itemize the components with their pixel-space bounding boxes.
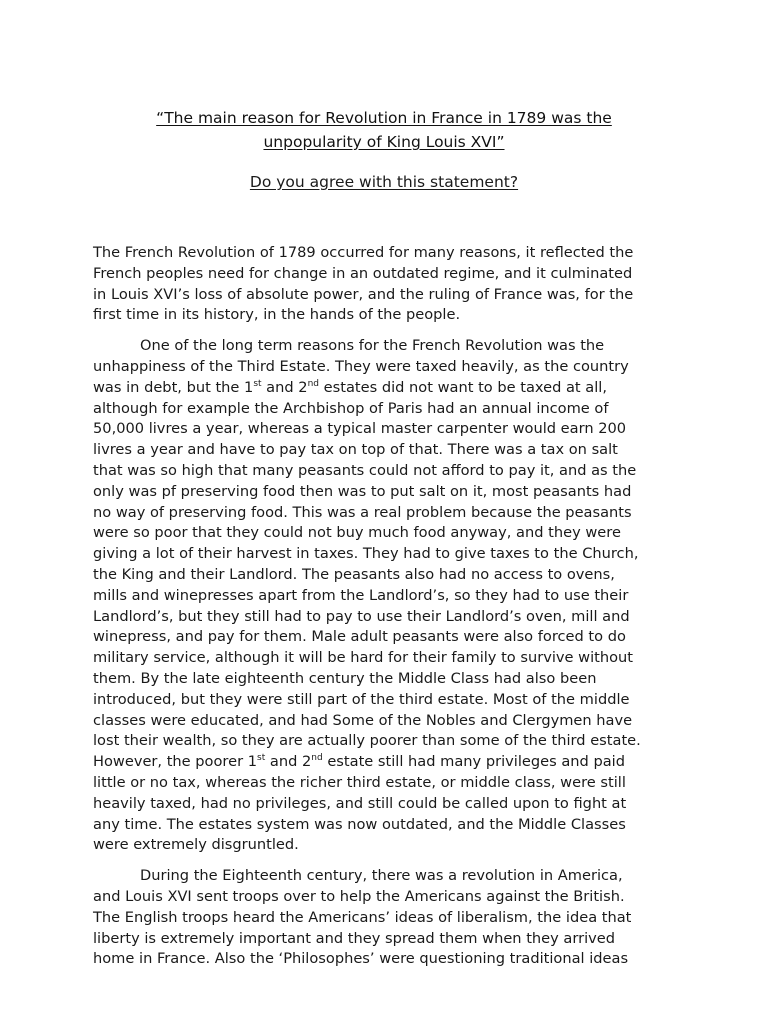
text-line: One of the long term reasons for the French Revolution was the — [140, 337, 605, 355]
text-line: military service, although it will be hard for their family to survive without — [93, 649, 634, 667]
text-line: giving a lot of their harvest in taxes. They had to give taxes to the Church, — [93, 545, 639, 563]
ordinal-suffix: st — [253, 378, 262, 389]
text-line: The English troops heard the Americans’ ideas of liberalism, the idea that — [93, 908, 632, 926]
paragraph-america — [93, 866, 693, 970]
essay-title-line-2: unpopularity of King Louis XVI” — [263, 133, 505, 151]
text-line: heavily taxed, had no privileges, and still could be called upon to fight at — [93, 794, 627, 812]
text-line: any time. The estates system was now outdated, and the Middle Classes — [93, 815, 626, 833]
text-line: lost their wealth, so they are actually poorer than some of the third estate. — [93, 732, 641, 750]
text-line: The French Revolution of 1789 occurred for many reasons, it reflected the — [93, 244, 634, 261]
text-line: livres a year and have to pay tax on top of that. There was a tax on salt — [93, 441, 618, 459]
ordinal-suffix: nd — [311, 753, 323, 764]
text-line: classes were educated, and had Some of the Nobles and Clergymen have — [93, 711, 633, 729]
text-line: them. By the late eighteenth century the Middle Class had also been — [93, 669, 597, 687]
text-line: introduced, but they were still part of the third estate. Most of the middle — [93, 690, 630, 708]
text-line: and Louis XVI sent troops over to help the Americans against the British. — [93, 887, 625, 905]
text-line: mills and winepresses apart from the Landlord’s, so they had to use their — [93, 586, 629, 604]
text-line: no way of preserving food. This was a real problem because the peasants — [93, 503, 632, 521]
essay-title — [60, 106, 708, 154]
text-line: in Louis XVI’s loss of absolute power, and the ruling of France was, for the — [93, 285, 634, 303]
text-line: home in France. Also the ‘Philosophes’ were questioning traditional ideas — [93, 950, 629, 968]
text-line: first time in its history, in the hands of the people. — [93, 306, 461, 324]
ordinal-suffix: st — [257, 753, 266, 764]
text-line: During the Eighteenth century, there was a revolution in America, — [140, 867, 623, 885]
text-line: winepress, and pay for them. Male adult peasants were also forced to do — [93, 628, 626, 646]
text-line: the King and their Landlord. The peasants also had no access to ovens, — [93, 565, 615, 583]
text-line: although for example the Archbishop of Paris had an annual income of — [93, 399, 609, 417]
text-fragment: estates did not want to be taxed at all, — [319, 378, 607, 396]
essay-title-line-1: “The main reason for Revolution in France in 1789 was the — [156, 109, 612, 127]
text-line: only was pf preserving food then was to put salt on it, most peasants had — [93, 482, 632, 500]
text-line: were so poor that they could not buy much food anyway, and they were — [93, 524, 621, 542]
text-line: unhappiness of the Third Estate. They were taxed heavily, as the country — [93, 357, 629, 375]
text-fragment: was in debt, but the 1 — [93, 378, 254, 396]
text-line — [93, 378, 693, 399]
text-line: little or no tax, whereas the richer third estate, or middle class, were still — [93, 773, 626, 791]
text-line: liberty is extremely important and they spread them when they arrived — [93, 929, 616, 947]
essay-question: Do you agree with this statement? — [249, 173, 519, 191]
text-fragment: and 2 — [261, 378, 308, 396]
text-line: French peoples need for change in an outdated regime, and it culminated — [93, 264, 633, 282]
text-fragment: estate still had many privileges and paid — [322, 753, 625, 771]
ordinal-suffix: nd — [307, 378, 319, 389]
text-line — [93, 752, 693, 773]
text-line: that was so high that many peasants could not afford to pay it, and as the — [93, 461, 637, 479]
paragraph-third-estate — [93, 336, 693, 856]
text-line: were extremely disgruntled. — [93, 836, 299, 854]
text-fragment: However, the poorer 1 — [93, 753, 258, 771]
text-fragment: and 2 — [265, 753, 312, 771]
essay-body — [93, 243, 693, 980]
text-line: Landlord’s, but they still had to pay to use their Landlord’s oven, mill and — [93, 607, 630, 625]
paragraph-intro — [93, 243, 693, 326]
text-line: 50,000 livres a year, whereas a typical master carpenter would earn 200 — [93, 420, 627, 438]
